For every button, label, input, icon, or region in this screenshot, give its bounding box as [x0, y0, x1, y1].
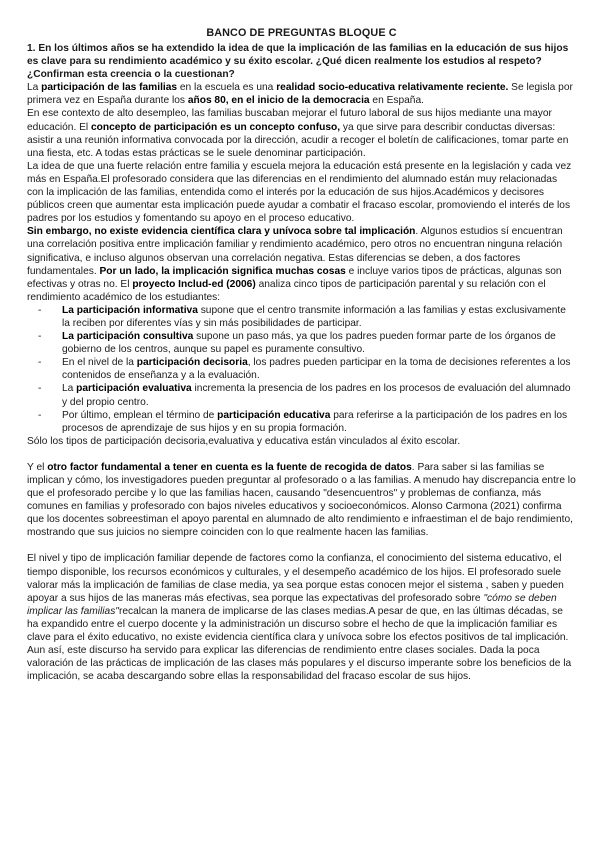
participation-types-list	[27, 304, 576, 435]
question-heading: 1. En los últimos años se ha extendido la idea de que la implicación de las familias en la educación de sus hijos es clave para su rendimiento académico y su éxito escolar. ¿Qué dicen realmente los estudios al respeto? ¿Confirman esta creencia o la cuestionan?	[27, 43, 569, 81]
list-item: - La participación consultiva supone un paso más, ya que los padres pueden formar parte de los órganos de gobierno de los centros, aunque su papel es puramente consultivo.	[62, 330, 576, 356]
paragraph-legislation: La idea de que una fuerte relación entre familia y escuela mejora la educación está presente en la legislación y cada vez más en España.El profesorado considera que las diferencias en el rendimiento del alumnado están muy relacionadas con la implicación de las familias, entendida como el interés por la educación de sus hijos.Académicos y decisores públicos creen que aumentar esta implicación puede ayudar a combatir el fracaso escolar, promoviendo el interés de los padres por los estudios y fomentando su apoyo en el proceso educativo.	[27, 160, 572, 225]
list-item: - La participación evaluativa incrementa la presencia de los padres en los procesos de evaluación del alumnado y del propio centro.	[62, 382, 576, 408]
paragraph-evidence: Sin embargo, no existe evidencia científica clara y unívoca sobre tal implicación. Algunos estudios sí encuentran una correlación positiva entre implicación familiar y rendimiento académico, pero otros no encuentran ninguna relación significativa, e incluso algunos observan una correlación negativa. Estas diferencias se deben, a dos factores fundamentales. Por un lado, la implicación significa muchas cosas e incluye varios tipos de prácticas, algunas son efectivas y otras no. El proyecto Includ-ed (2006) analiza cinco tipos de participación parental y su relación con el rendimiento académico de los estudiantes:	[27, 226, 563, 303]
document-title: BANCO DE PREGUNTAS BLOQUE C	[206, 27, 397, 39]
paragraph-success-types: Sólo los tipos de participación decisoria,evaluativa y educativa están vinculados al éxito escolar.	[27, 435, 461, 447]
paragraph-social-class: El nivel y tipo de implicación familiar depende de factores como la confianza, el conocimiento del sistema educativo, el tiempo disponible, los recursos económicos y culturales, y el desempeño académico de los hijos. El profesorado suele valorar más la implicación de familias de clase media, ya sea porque estas conocen mejor el sistema , saben y pueden apoyar a sus hijos de las maneras más efectivas, sea porque las expectativas del profesorado sobre "cómo se deben implicar las familias"recalcan la manera de implicarse de las clases medias.A pesar de que, en las últimas décadas, se ha expandido entre el cuerpo docente y la administración un discurso sobre el hecho de que la implicación familiar es clave para el éxito educativo, no existe evidencia científica clara y unívoca sobre los efectos positivos de tal implicación. Aun así, este discurso ha servido para explicar las diferencias de rendimiento entre clases sociales. Dada la poca valoración de las prácticas de implicación de las clases más populares y el discurso imperante sobre los beneficios de la implicación, se acaba descargando sobre ellas la responsabilidad del fracaso escolar de sus hijos.	[27, 553, 572, 683]
list-item: - En el nivel de la participación decisoria, los padres pueden participar en la toma de decisiones referentes a los contenidos de enseñanza y a la evaluación.	[62, 356, 576, 382]
paragraph-data-source: Y el otro factor fundamental a tener en cuenta es la fuente de recogida de datos. Para saber si las familias se implican y cómo, los investigadores pueden preguntar al profesorado o a las familias. A menudo hay discrepancia entre lo que el profesorado percibe y lo que las familias hacen, causando "desencuentros" y problemas de confianza, más comunes en familias y profesorado con bajos niveles educativos y socioeconómicos. Alonso Carmona (2021) confirma que los docentes sobreestiman el apoyo parental en alumnado de alto rendimiento e infraestiman el de bajo rendimiento, mostrando que sus juicios no siempre coinciden con lo que realmente hacen las familias.	[27, 461, 576, 539]
paragraph-spacer	[27, 448, 576, 461]
paragraph-concept: En ese contexto de alto desempleo, las familias buscaban mejorar el futuro laboral de sus hijos mediante una mayor educación. El concepto de participación es un concepto confuso, ya que sirve para describir conductas diversas: asistir a una reunión informativa convocada por la dirección, acudir a recoger el boletín de calificaciones, tomar parte en una fiesta, etc. A todas estas prácticas se le suele denominar participación.	[27, 108, 569, 159]
list-item: - La participación informativa supone que el centro transmite información a las familias y estas exclusivamente la reciben por diferentes vías y sin más posibilidades de participar.	[62, 304, 576, 330]
paragraph-origin: La participación de las familias en la escuela es una realidad socio-educativa relativamente reciente. Se legisla por primera vez en España durante los años 80, en el inicio de la democracia en España.	[27, 82, 573, 107]
paragraph-spacer	[27, 539, 576, 552]
list-item: - Por último, emplean el término de participación educativa para referirse a la participación de los padres en los procesos de aprendizaje de sus hijos y en su propia formación.	[62, 409, 576, 435]
